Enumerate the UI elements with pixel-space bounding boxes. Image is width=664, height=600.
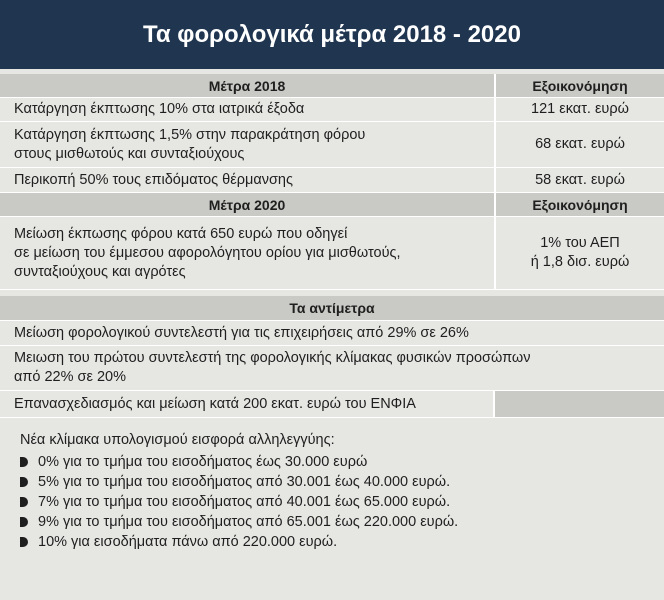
list-item-text: 7% για το τμήμα του εισοδήματος από 40.001 έως 65.000 ευρώ. [38,494,451,510]
solidarity-scale [0,418,664,552]
saving-cell: 68 εκατ. ευρώ [494,122,664,167]
measure-cell [0,122,494,167]
measures-2018-header: Μέτρα 2018 [208,77,286,94]
table-row [0,122,664,168]
bullet-icon [20,497,28,507]
list-item [20,452,664,472]
savings-2018-header: Εξοικονόμηση [494,74,664,97]
table-row [0,321,664,346]
table-row [0,98,664,122]
list-item [20,472,664,492]
countermeasure-cell: Μείωση φορολογικού συντελεστή για τις επιχειρήσεις από 29% σε 26% [14,324,469,341]
bullet-icon [20,517,28,527]
bullet-icon [20,477,28,487]
list-item-text: 10% για εισοδήματα πάνω από 220.000 ευρώ. [38,534,338,550]
table-row [0,346,664,391]
saving-cell: 58 εκατ. ευρώ [494,168,664,192]
countermeasure-line: από 22% σε 20% [14,369,126,385]
countermeasure-cell: Επανασχεδιασμός και μείωση κατά 200 εκατ. ευρώ του ΕΝΦΙΑ [14,395,416,412]
measure-cell: Κατάργηση έκπτωσης 10% στα ιατρικά έξοδα [14,101,305,117]
table-row [0,217,664,290]
bullet-icon [20,537,28,547]
list-item-text: 0% για το τμήμα του εισοδήματος έως 30.000 ευρώ [38,454,368,470]
table-header-2020 [0,193,664,217]
savings-2020-header: Εξοικονόμηση [494,193,664,216]
measure-cell: Περικοπή 50% τους επιδόματος θέρμανσης [14,171,293,188]
measure-line: συνταξιούχους και αγρότες [14,263,186,280]
saving-line: ή 1,8 δισ. ευρώ [530,254,630,270]
measure-line: Κατάργηση έκπτωσης 1,5% στην παρακράτηση φόρου [14,126,366,143]
countermeasure-cell [0,346,664,390]
list-item [20,532,664,552]
title-banner [0,0,664,69]
measure-line: σε μείωση του έμμεσου αφορολόγητου ορίου για μισθωτούς, [14,244,401,261]
list-item-text: 9% για το τμήμα του εισοδήματος από 65.001 έως 220.000 ευρώ. [38,514,459,530]
table-row [0,391,664,418]
table-header-2018 [0,74,664,98]
countermeasure-line: Μειωση του πρώτου συντελεστή της φορολογικής κλίμακας φυσικών προσώπων [14,350,531,366]
list-item [20,512,664,532]
measure-line: Μείωση έκπωσης φόρου κατά 650 ευρώ που οδηγεί [14,225,348,242]
saving-line: 1% του ΑΕΠ [540,235,620,251]
list-item-text: 5% για το τμήμα του εισοδήματος από 30.001 έως 40.000 ευρώ. [38,474,451,490]
empty-cell [493,391,664,417]
saving-cell [494,217,664,289]
measures-2020-header: Μέτρα 2020 [208,196,286,213]
scale-intro: Νέα κλίμακα υπολογισμού εισφορά αλληλεγγύης: [20,432,335,448]
page-title: Τα φορολογικά μέτρα 2018 - 2020 [143,20,521,48]
measure-cell [0,217,494,289]
list-item [20,492,664,512]
countermeasures-header: Τα αντίμετρα [0,296,664,321]
saving-cell: 121 εκατ. ευρώ [494,98,664,121]
measure-line: στους μισθωτούς και συνταξιούχους [14,145,245,162]
table-row [0,168,664,193]
bullet-icon [20,457,28,467]
